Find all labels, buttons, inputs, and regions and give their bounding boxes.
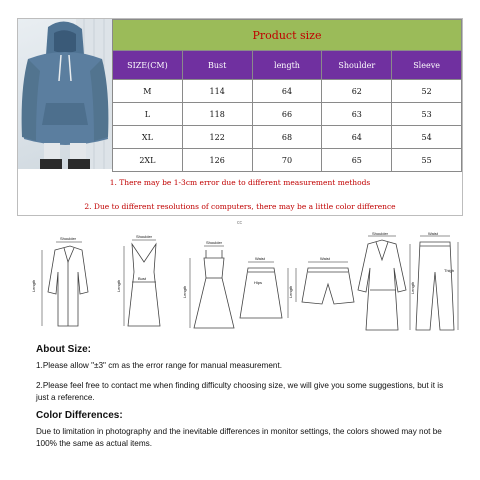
- header-sleeve: Sleeve: [392, 51, 462, 80]
- header-shoulder: Shoulder: [322, 51, 392, 80]
- cell-length: 68: [252, 126, 322, 149]
- label-length: Length: [31, 279, 36, 292]
- color-diff-p: Due to limitation in photography and the inevitable differences in monitor settings, the colors showed may not be 100% the same as actual items.: [36, 427, 442, 449]
- label-shoulder: Shoulder: [372, 232, 389, 236]
- cell-bust: 126: [182, 149, 252, 172]
- strap-dress-diagram: [194, 250, 234, 328]
- note-color-difference: 2. Due to different resolutions of computers, there may be a little color difference: [84, 202, 396, 211]
- cell-shoulder: 62: [322, 80, 392, 103]
- table-row: [113, 80, 462, 103]
- cell-size: 2XL: [113, 149, 183, 172]
- tiny-mark: cc: [237, 220, 242, 226]
- table-row: [113, 103, 462, 126]
- shorts-diagram: [302, 268, 354, 304]
- garment-diagrams: [20, 232, 460, 337]
- header-size: SIZE(CM): [113, 51, 183, 80]
- label-length: Length: [410, 281, 415, 294]
- cell-length: 64: [252, 80, 322, 103]
- cell-sleeve: 53: [392, 103, 462, 126]
- blouse-diagram: [48, 246, 88, 326]
- label-waist: Waist: [428, 232, 438, 236]
- color-diff-title: Color Differences:: [36, 410, 123, 421]
- coat-diagram: [358, 240, 406, 330]
- about-size-p1: 1.Please allow "±3" cm as the error range for manual measurement.: [36, 361, 283, 370]
- label-shoulder: Shoulder: [60, 236, 77, 241]
- about-size-p2: 2.Please feel free to contact me when finding difficulty choosing size, we will give you some suggestions, but it is just a reference.: [36, 381, 444, 403]
- label-thigh: Thigh: [444, 268, 455, 273]
- trousers-diagram: [416, 242, 454, 330]
- label-hips: Hips: [254, 280, 263, 285]
- product-photo: [18, 19, 112, 169]
- cell-shoulder: 63: [322, 103, 392, 126]
- cell-shoulder: 65: [322, 149, 392, 172]
- cell-size: M: [113, 80, 183, 103]
- label-shoulder: Shoulder: [136, 234, 153, 239]
- note-measurement-error: 1. There may be 1-3cm error due to different measurement methods: [109, 178, 371, 187]
- cell-sleeve: 54: [392, 126, 462, 149]
- cell-sleeve: 55: [392, 149, 462, 172]
- label-length: Length: [116, 279, 121, 292]
- table-title-row: [113, 20, 462, 51]
- header-length: length: [252, 51, 322, 80]
- label-shoulder: Shoulder: [206, 240, 223, 245]
- header-bust: Bust: [182, 51, 252, 80]
- cell-size: L: [113, 103, 183, 126]
- hoodie-image: [18, 19, 112, 169]
- table-header-row: [113, 51, 462, 80]
- table-row: [113, 126, 462, 149]
- label-length: Length: [182, 285, 187, 298]
- table-row: [113, 149, 462, 172]
- cell-bust: 118: [182, 103, 252, 126]
- label-waist: Waist: [255, 256, 265, 261]
- cell-length: 70: [252, 149, 322, 172]
- label-bust: Bust: [138, 276, 147, 281]
- cell-size: XL: [113, 126, 183, 149]
- cami-dress-diagram: [128, 244, 160, 326]
- size-table: [112, 19, 462, 172]
- skirt-diagram: [240, 268, 282, 318]
- table-title: Product size: [113, 20, 462, 51]
- cell-sleeve: 52: [392, 80, 462, 103]
- about-size-title: About Size:: [36, 344, 91, 355]
- cell-bust: 114: [182, 80, 252, 103]
- label-waist: Waist: [320, 256, 330, 261]
- cell-bust: 122: [182, 126, 252, 149]
- cell-length: 66: [252, 103, 322, 126]
- label-length: Length: [288, 285, 293, 298]
- cell-shoulder: 64: [322, 126, 392, 149]
